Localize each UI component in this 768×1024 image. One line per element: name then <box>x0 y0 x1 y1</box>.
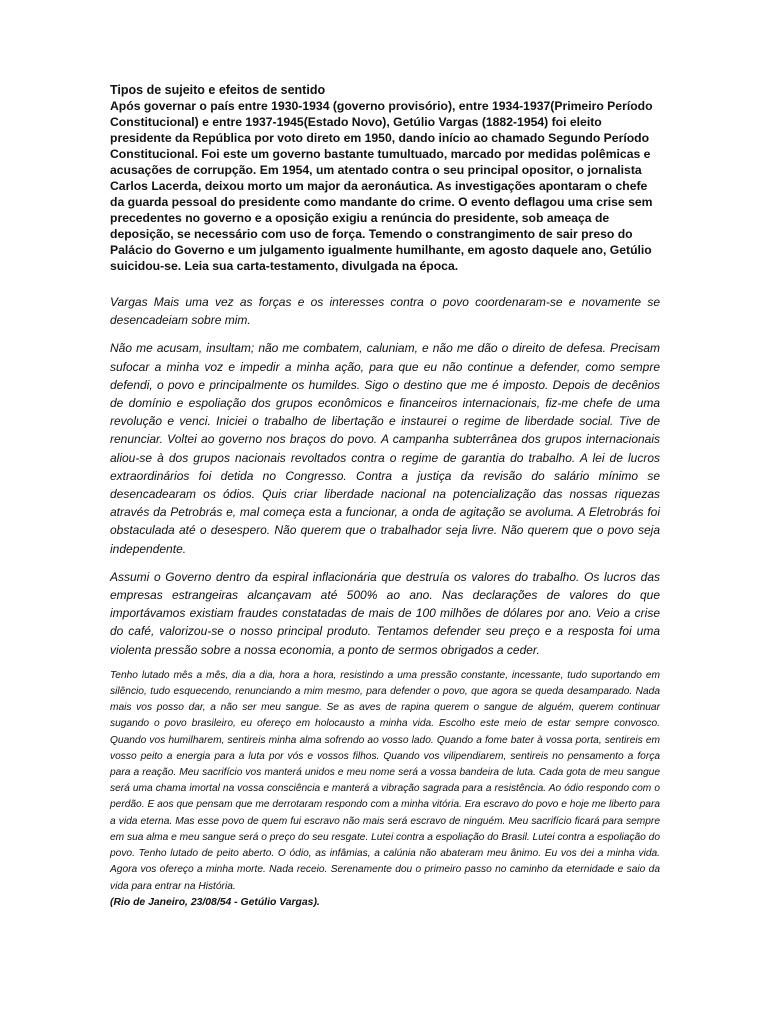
letter-paragraph-4: Tenho lutado mês a mês, dia a dia, hora a hora, resistindo a uma pressão constante, incessante, tudo suportando em silêncio, tudo esquecendo, renunciando a mim mesmo, para defender o povo, que agora se queda desamparado. Nada mais vos posso dar, a não ser meu sangue. Se as aves de rapina querem o sangue de alguém, querem continuar sugando o povo brasileiro, eu ofereço em holocausto a minha vida. Escolho este meio de estar sempre convosco. Quando vos humilharem, sentireis minha alma sofrendo ao vosso lado. Quando a fome bater à vossa porta, sentireis em vosso peito a energia para a luta por vós e vossos filhos. Quando vos vilipendiarem, sentireis no pensamento a força para a reação. Meu sacrifício vos manterá unidos e meu nome será a vossa bandeira de luta. Cada gota de meu sangue será uma chama imortal na vossa consciência e manterá a vibração sagrada para a resistência. Ao ódio respondo com o perdão. E aos que pensam que me derrotaram respondo com a minha vitória. Era escravo do povo e hoje me liberto para a vida eterna. Mas esse povo de quem fui escravo não mais será escravo de ninguém. Meu sacrifício ficará para sempre em sua alma e meu sangue será o preço do seu resgate. Lutei contra a espoliação do Brasil. Lutei contra a espoliação do povo. Tenho lutado de peito aberto. O ódio, as infâmias, a calúnia não abateram meu ânimo. Eu vos dei a minha vida. Agora vos ofereço a minha morte. Nada receio. Serenamente dou o primeiro passo no caminho da eternidade e saio da vida para entrar na História. <box>110 669 660 892</box>
intro-paragraph: Após governar o país entre 1930-1934 (governo provisório), entre 1934-1937(Primeiro Período Constitucional) e entre 1937-1945(Estado Novo), Getúlio Vargas (1882-1954) foi eleito presidente da República por voto direto em 1950, dando início ao chamado Segundo Período Constitucional. Foi este um governo bastante tumultuado, marcado por medidas polêmicas e acusações de corrupção. Em 1954, um atentado contra o seu principal opositor, o jornalista Carlos Lacerda, deixou morto um major da aeronáutica. As investigações apontaram o chefe da guarda pessoal do presidente como mandante do crime. O evento deflagou uma crise sem precedentes no governo e a oposição exigiu a renúncia do presidente, sob ameaça de deposição, se necessário com uso de força. Temendo o constrangimento de sair preso do Palácio do Governo e um julgamento igualmente humilhante, em agosto daquele ano, Getúlio suicidou-se. Leia sua carta-testamento, divulgada na época. <box>110 99 653 273</box>
document-title: Tipos de sujeito e efeitos de sentido <box>110 83 326 97</box>
carta-testamento <box>110 293 660 911</box>
letter-paragraph-2: Não me acusam, insultam; não me combatem, caluniam, e não me dão o direito de defesa. Precisam sufocar a minha voz e impedir a minha ação, para que eu não continue a defender, como sempre defendi, o povo e principalmente os humildes. Sigo o destino que me é imposto. Depois de decênios de domínio e espoliação dos grupos econômicos e financeiros internacionais, fiz-me chefe de uma revolução e venci. Iniciei o trabalho de libertação e instaurei o regime de liberdade social. Tive de renunciar. Voltei ao governo nos braços do povo. A campanha subterrânea dos grupos internacionais aliou-se à dos grupos nacionais revoltados contra o regime de garantia do trabalho. A lei de lucros extraordinários foi detida no Congresso. Contra a justiça da revisão do salário mínimo se desencadearam os ódios. Quis criar liberdade nacional na potencialização das nossas riquezas através da Petrobrás e, mal começa esta a funcionar, a onda de agitação se avoluma. A Eletrobrás foi obstaculada até o desespero. Não querem que o trabalhador seja livre. Não querem que o povo seja independente. <box>110 341 660 556</box>
letter-signature: (Rio de Janeiro, 23/08/54 - Getúlio Vargas). <box>110 896 320 908</box>
letter-paragraph-3: Assumi o Governo dentro da espiral inflacionária que destruía os valores do trabalho. Os lucros das empresas estrangeiras alcançavam até 500% ao ano. Nas declarações de valores do que importávamos existiam fraudes constatadas de mais de 100 milhões de dólares por ano. Veio a crise do café, valorizou-se o nosso principal produto. Tentamos defender seu preço e a resposta foi uma violenta pressão sobre a nossa economia, a ponto de sermos obrigados a ceder. <box>110 569 660 657</box>
letter-paragraph-1: Vargas Mais uma vez as forças e os interesses contra o povo coordenaram-se e novamente se desencadeiam sobre mim. <box>110 295 660 328</box>
document-page <box>110 82 660 911</box>
